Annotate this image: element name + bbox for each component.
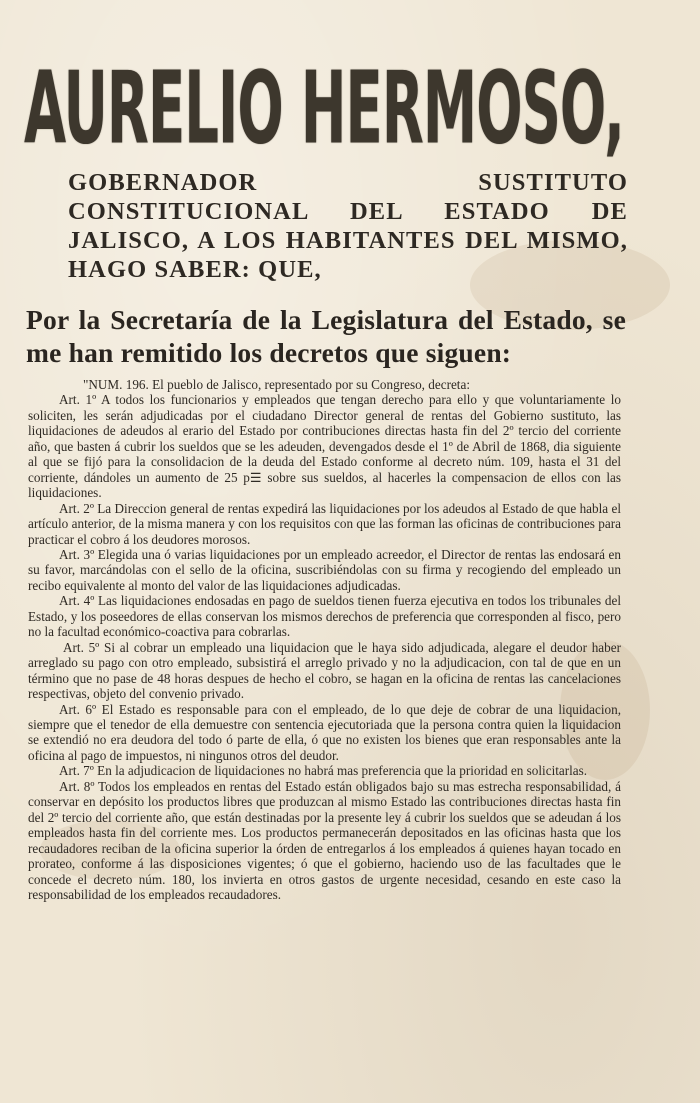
article-1: Art. 1º A todos los funcionarios y empleados que tengan derecho para ello y que voluntariamente lo soliciten, les serán adjudicadas por el ciudadano Director general de rentas del Gobierno sustituto, las liquidaciones de adeudos al erario del Estado por contribuciones directas hasta fin del 2º tercio del corriente año, que basten á cubrir los sueldos que se les adeuden, devengados desde el 1º de Abril de 1868, dia siguiente al que se fijó para la consolidacion de la deuda del Estado conforme al decreto núm. 109, hasta el 31 del corriente, dándoles un aumento de 25 p☰ sobre sus sueldos, al hacerles la compensacion de ellos con las liquidaciones. <box>28 392 621 501</box>
article-8: Art. 8º Todos los empleados en rentas del Estado están obligados bajo su mas estrecha responsabilidad, á conservar en depósito los productos libres que produzcan al mismo Estado las contribuciones directas hasta fin del 2º tercio del corriente año, que están destinadas por la presente ley á cubrir los sueldos que se adeudan á los empleados hasta fin del corriente mes. Los productos permanecerán depositados en las oficinas hasta que los recaudadores reciban de la oficina superior la órden de entregarlos á los empleados á quienes hayan tocado en prorateo, conforme á las disposiciones vigentes; ó que el gobierno, haciendo uso de las facultades que le concede el decreto núm. 180, los invierta en otros gastos de urgente necesidad, cesando en este caso la responsabilidad de los empleados recaudadores. <box>28 778 621 902</box>
document-title: AURELIO HERMOSO, <box>24 49 624 167</box>
article-5: Art. 5º Si al cobrar un empleado una liquidacion que le haya sido adjudicada, alegare el deudor haber arreglado su pago con otro empleado, subsistirá el arreglo privado y no la adjudicacion, con tal de que en un término que no pase de 48 horas despues de hecho el cobro, se hagan en la oficina de rentas las cancelaciones respectivas, objeto del convenio privado. <box>28 639 621 702</box>
article-4: Art. 4º Las liquidaciones endosadas en pago de sueldos tienen fuerza ejecutiva en todos los tribunales del Estado, y los poseedores de ellas conservan los mismos derechos de preferencia que corresponden al fisco, pero no la facultad económico-coactiva para cobrarlas. <box>28 593 621 640</box>
article-6: Art. 6º El Estado es responsable para con el empleado, de lo que deje de cobrar de una liquidacion, siempre que el tenedor de ella demuestre con sentencia ejecutoriada que la persona contra quien la liquidacion se extendió no era deudora del todo ó parte de ella, ó que no existen los bienes que eran responsables ante la oficina al pago de impuestos, ni ningunos otros del deudor. <box>28 701 621 763</box>
decree-body <box>28 377 621 902</box>
article-3: Art. 3º Elegida una ó varias liquidaciones por un empleado acreedor, el Director de rentas las endosará en su favor, marcándolas con el sello de la oficina, suscribiéndolas con su firma y recogiendo del empleado un recibo equivalente al monto del valor de las liquidaciones adjudicadas. <box>28 546 621 593</box>
decree-intro: "NUM. 196. El pueblo de Jalisco, representado por su Congreso, decreta: <box>83 377 470 392</box>
section-heading: Por la Secretaría de la Legislatura del Estado, se me han remitido los decretos que siguen: <box>26 304 626 368</box>
article-7: Art. 7º En la adjudicacion de liquidaciones no habrá mas preferencia que la prioridad en solicitarlas. <box>59 763 588 779</box>
document-subtitle: GOBERNADOR SUSTITUTO CONSTITUCIONAL DEL ESTADO DE JALISCO, A LOS HABITANTES DEL MISMO, HAGO SABER: QUE, <box>68 169 628 283</box>
article-2: Art. 2º La Direccion general de rentas expedirá las liquidaciones por los adeudos al Estado de que habla el artículo anterior, de la misma manera y con los requisitos con que las forman las oficinas de contribuciones para practicar el cobro á los deudores morosos. <box>28 500 621 547</box>
title-block <box>24 49 624 167</box>
